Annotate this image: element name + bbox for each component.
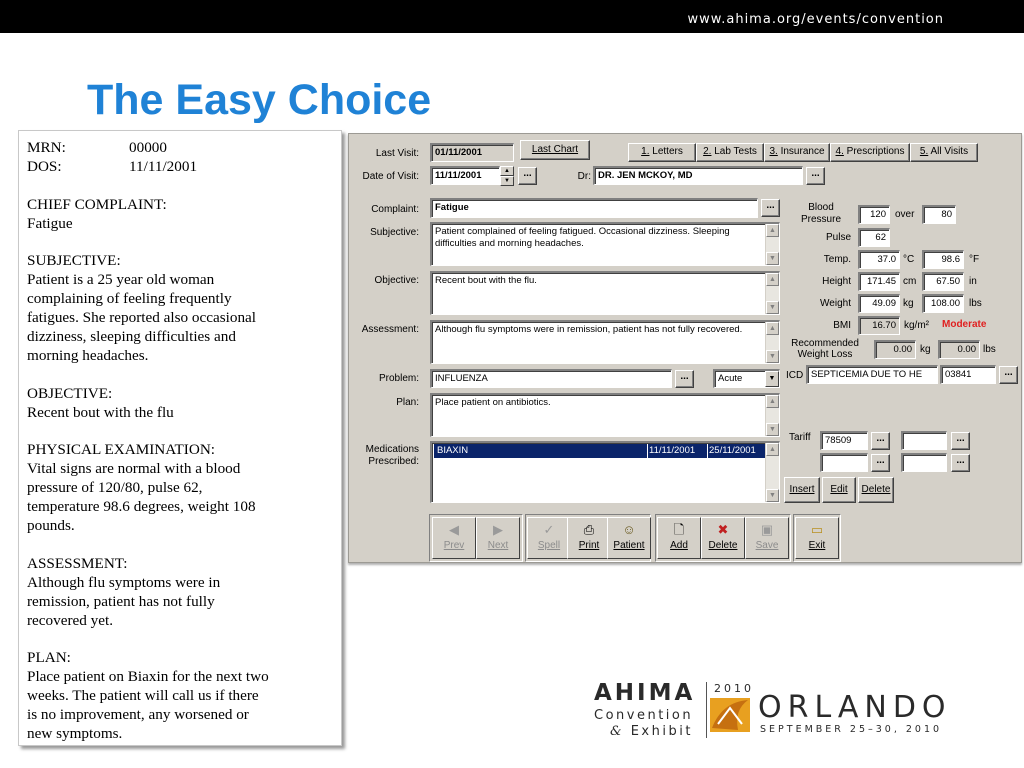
medication-name: BIAXIN xyxy=(437,445,469,456)
date-of-visit-field[interactable]: 11/11/2001 xyxy=(430,166,500,185)
chief-complaint-text: Fatigue xyxy=(27,214,73,232)
subjective-heading: SUBJECTIVE: xyxy=(27,252,121,270)
complaint-lookup-button[interactable]: ... xyxy=(761,199,780,217)
pulse-field[interactable]: 62 xyxy=(858,228,890,247)
last-chart-button[interactable]: Last Chart xyxy=(520,140,590,160)
bmi-unit: kg/m² xyxy=(904,320,929,331)
fahrenheit-unit: °F xyxy=(969,254,980,265)
exam-line: Vital signs are normal with a blood xyxy=(27,460,241,478)
rwl-label-top: Recommended xyxy=(791,338,859,349)
doctor-label: Dr: xyxy=(577,171,591,182)
add-button[interactable]: 🗋 Add xyxy=(657,517,701,559)
edit-button[interactable]: Edit xyxy=(822,477,856,503)
problem-lookup-button[interactable]: ... xyxy=(675,370,694,388)
rwl-label-bottom: Weight Loss xyxy=(797,349,853,360)
spin-down-icon[interactable]: ▼ xyxy=(500,176,514,186)
plan-line: Place patient on Biaxin for the next two xyxy=(27,668,269,686)
prev-button[interactable]: ◀ Prev xyxy=(432,517,476,559)
mrn-value: 00000 xyxy=(129,139,167,156)
exam-heading: PHYSICAL EXAMINATION: xyxy=(27,441,216,459)
chevron-down-icon[interactable]: ▼ xyxy=(765,371,779,387)
save-button[interactable]: ▣ Save xyxy=(745,517,789,559)
tab-letters[interactable]: 1. Letters xyxy=(628,143,696,162)
scroll-down-icon: ▼ xyxy=(766,252,779,265)
subjective-scrollbar[interactable] xyxy=(765,224,779,265)
icd-description-field[interactable]: SEPTICEMIA DUE TO HE xyxy=(806,365,938,384)
rwl-lbs-field: 0.00 xyxy=(938,340,980,359)
subjective-line: Patient is a 25 year old woman xyxy=(27,271,215,289)
orlando-sun-icon xyxy=(708,694,754,734)
problem-status-select[interactable]: Acute ▼ xyxy=(713,369,780,388)
plan-line: is no improvement, any worsened or xyxy=(27,706,249,724)
bmi-field: 16.70 xyxy=(858,316,900,335)
convention-url: www.ahima.org/events/convention xyxy=(687,12,944,27)
new-document-icon: 🗋 xyxy=(673,522,685,537)
date-of-visit-label: Date of Visit: xyxy=(362,171,419,182)
tariff-lookup-button-2[interactable]: ... xyxy=(951,432,970,450)
lbs-unit: lbs xyxy=(969,298,982,309)
slide-title: The Easy Choice xyxy=(87,76,432,124)
scroll-down-icon: ▼ xyxy=(766,489,779,502)
delete-button[interactable]: ✖ Delete xyxy=(701,517,745,559)
assessment-text: Although flu symptoms were in remission, patient has not fully recovered. xyxy=(435,324,743,335)
cm-unit: cm xyxy=(903,276,917,287)
medications-label: Medications xyxy=(365,444,419,455)
scroll-down-icon: ▼ xyxy=(766,423,779,436)
bp-label-bottom: Pressure xyxy=(800,214,841,225)
printer-icon: ⎙ xyxy=(583,522,595,537)
assessment-label: Assessment: xyxy=(361,324,419,335)
left-arrow-icon: ◀ xyxy=(449,522,459,537)
celsius-unit: °C xyxy=(903,254,915,265)
subjective-line: dizziness, sleeping difficulties and xyxy=(27,328,236,346)
complaint-label: Complaint: xyxy=(371,204,419,215)
rwl-lbs-unit: lbs xyxy=(983,344,996,355)
medication-start: 11/11/2001 xyxy=(649,445,696,456)
save-icon: ▣ xyxy=(760,522,774,537)
logo-year: 2010 xyxy=(714,682,754,695)
patient-button[interactable]: ☺ Patient xyxy=(607,517,651,559)
prescribed-label: Prescribed: xyxy=(368,456,419,467)
dos-value: 11/11/2001 xyxy=(129,157,198,175)
logo-divider xyxy=(706,682,707,738)
tariff-field-4[interactable] xyxy=(901,453,947,472)
objective-text: Recent bout with the flu. xyxy=(435,275,537,286)
bp-diastolic-field[interactable]: 80 xyxy=(922,205,956,224)
in-unit: in xyxy=(969,276,977,287)
spell-button[interactable]: ✓ Spell xyxy=(527,517,571,559)
plan-line: new symptoms. xyxy=(27,725,123,742)
last-visit-field[interactable]: 01/11/2001 xyxy=(430,143,514,162)
bmi-status: Moderate xyxy=(942,319,987,330)
plan-scrollbar[interactable] xyxy=(765,395,779,436)
exam-line: pressure of 120/80, pulse 62, xyxy=(27,479,203,497)
medication-end: 25/11/2001 xyxy=(709,445,756,456)
subjective-line: fatigues. She reported also occasional xyxy=(27,309,256,327)
objective-text: Recent bout with the flu xyxy=(27,403,174,421)
assessment-line: remission, patient has not fully xyxy=(27,592,215,610)
bmi-label: BMI xyxy=(833,320,851,331)
mrn-label: MRN: xyxy=(27,139,66,156)
scroll-up-icon: ▲ xyxy=(766,224,779,237)
emr-visit-window xyxy=(348,133,1022,563)
spin-up-icon[interactable]: ▲ xyxy=(500,166,514,176)
exit-button[interactable]: ▭ Exit xyxy=(795,517,839,559)
pulse-label: Pulse xyxy=(825,232,851,243)
problem-field[interactable]: INFLUENZA xyxy=(430,369,672,388)
chief-complaint-heading: CHIEF COMPLAINT: xyxy=(27,195,167,213)
tab-insurance[interactable]: 3. Insurance xyxy=(764,143,830,162)
print-button[interactable]: ⎙ Print xyxy=(567,517,611,559)
convention-dates: SEPTEMBER 25–30, 2010 xyxy=(760,724,943,735)
medications-list[interactable] xyxy=(430,441,780,503)
objective-heading: OBJECTIVE: xyxy=(27,384,113,402)
right-arrow-icon: ▶ xyxy=(493,522,503,537)
doctor-lookup-button[interactable]: ... xyxy=(806,167,825,185)
assessment-line: recovered yet. xyxy=(27,611,114,629)
complaint-field[interactable]: Fatigue xyxy=(430,198,758,218)
exam-line: temperature 98.6 degrees, weight 108 xyxy=(27,498,256,516)
assessment-textarea[interactable] xyxy=(430,320,780,364)
kg-unit: kg xyxy=(903,298,914,309)
assessment-scrollbar[interactable] xyxy=(765,322,779,363)
weight-lbs-field[interactable]: 108.00 xyxy=(922,294,964,313)
tab-all-visits[interactable]: 5. All Visits xyxy=(910,143,978,162)
doctor-field[interactable]: DR. JEN MCKOY, MD xyxy=(593,166,803,185)
assessment-line: Although flu symptoms were in xyxy=(27,573,221,591)
exit-icon: ▭ xyxy=(810,522,824,537)
plan-textarea[interactable] xyxy=(430,393,780,437)
subjective-line: morning headaches. xyxy=(27,346,149,364)
exam-line: pounds. xyxy=(27,517,75,535)
medication-row[interactable] xyxy=(434,444,765,458)
spell-check-icon: ✓ xyxy=(543,522,555,537)
patient-icon: ☺ xyxy=(622,522,636,537)
subjective-line: complaining of feeling frequently xyxy=(27,290,232,308)
temp-celsius-field[interactable]: 37.0 xyxy=(858,250,900,269)
icd-lookup-button[interactable]: ... xyxy=(999,366,1018,384)
rwl-kg-unit: kg xyxy=(920,344,931,355)
scroll-up-icon: ▲ xyxy=(766,322,779,335)
tariff-label: Tariff xyxy=(789,432,811,443)
date-picker-button[interactable]: ... xyxy=(518,167,537,185)
weight-kg-field[interactable]: 49.09 xyxy=(858,294,900,313)
subjective-text: Patient complained of feeling fatigued. Occasional dizziness. Sleeping difficulties and morning headaches. xyxy=(435,226,730,249)
medications-scrollbar[interactable] xyxy=(765,443,779,502)
subjective-textarea[interactable] xyxy=(430,222,780,266)
rwl-kg-field: 0.00 xyxy=(874,340,916,359)
last-visit-label: Last Visit: xyxy=(375,148,419,159)
bp-over-label: over xyxy=(895,209,915,220)
height-in-field[interactable]: 67.50 xyxy=(922,272,964,291)
orlando-text: ORLANDO xyxy=(758,690,952,725)
problem-label: Problem: xyxy=(378,373,419,384)
scroll-up-icon: ▲ xyxy=(766,395,779,408)
insert-button[interactable]: Insert xyxy=(784,477,820,503)
ahima-wordmark: AHIMA xyxy=(594,680,696,706)
scroll-up-icon: ▲ xyxy=(766,443,779,456)
top-banner xyxy=(0,0,1024,33)
tariff-field-3[interactable] xyxy=(820,453,868,472)
subjective-label: Subjective: xyxy=(370,227,419,238)
tariff-lookup-button[interactable]: ... xyxy=(871,432,890,450)
plan-label: Plan: xyxy=(396,397,419,408)
scroll-down-icon: ▼ xyxy=(766,350,779,363)
bp-label-top: Blood xyxy=(808,202,834,213)
tab-lab-tests[interactable]: 2. Lab Tests xyxy=(696,143,764,162)
plan-text: Place patient on antibiotics. xyxy=(435,397,551,408)
next-button[interactable]: ▶ Next xyxy=(476,517,520,559)
ahima-convention-logo xyxy=(594,680,974,750)
height-label: Height xyxy=(822,276,851,287)
temp-label: Temp. xyxy=(823,254,851,265)
objective-label: Objective: xyxy=(374,275,419,286)
tab-prescriptions[interactable]: 4. Prescriptions xyxy=(830,143,910,162)
dos-label: DOS: xyxy=(27,157,62,175)
objective-textarea[interactable] xyxy=(430,271,780,315)
scroll-up-icon: ▲ xyxy=(766,273,779,286)
delete-row-button[interactable]: Delete xyxy=(858,477,894,503)
assessment-heading: ASSESSMENT: xyxy=(27,554,128,572)
plan-line: weeks. The patient will call us if there xyxy=(27,687,259,705)
height-cm-field[interactable]: 171.45 xyxy=(858,272,900,291)
objective-scrollbar[interactable] xyxy=(765,273,779,314)
delete-document-icon: ✖ xyxy=(717,522,729,537)
scroll-down-icon: ▼ xyxy=(766,301,779,314)
tariff-code-field[interactable]: 78509 xyxy=(820,431,868,450)
bp-systolic-field[interactable]: 120 xyxy=(858,205,890,224)
icd-code-field[interactable]: 03841 xyxy=(940,365,996,384)
plan-heading: PLAN: xyxy=(27,649,71,667)
date-spinner[interactable] xyxy=(500,166,514,186)
temp-fahrenheit-field[interactable]: 98.6 xyxy=(922,250,964,269)
tariff-field-2[interactable] xyxy=(901,431,947,450)
tariff-lookup-button-4[interactable]: ... xyxy=(951,454,970,472)
icd-label: ICD xyxy=(786,370,804,381)
convention-text: Convention xyxy=(594,708,694,723)
weight-label: Weight xyxy=(820,298,851,309)
exhibit-text: & Exhibit xyxy=(610,724,693,739)
tariff-lookup-button-3[interactable]: ... xyxy=(871,454,890,472)
clinical-note-panel xyxy=(18,130,342,746)
